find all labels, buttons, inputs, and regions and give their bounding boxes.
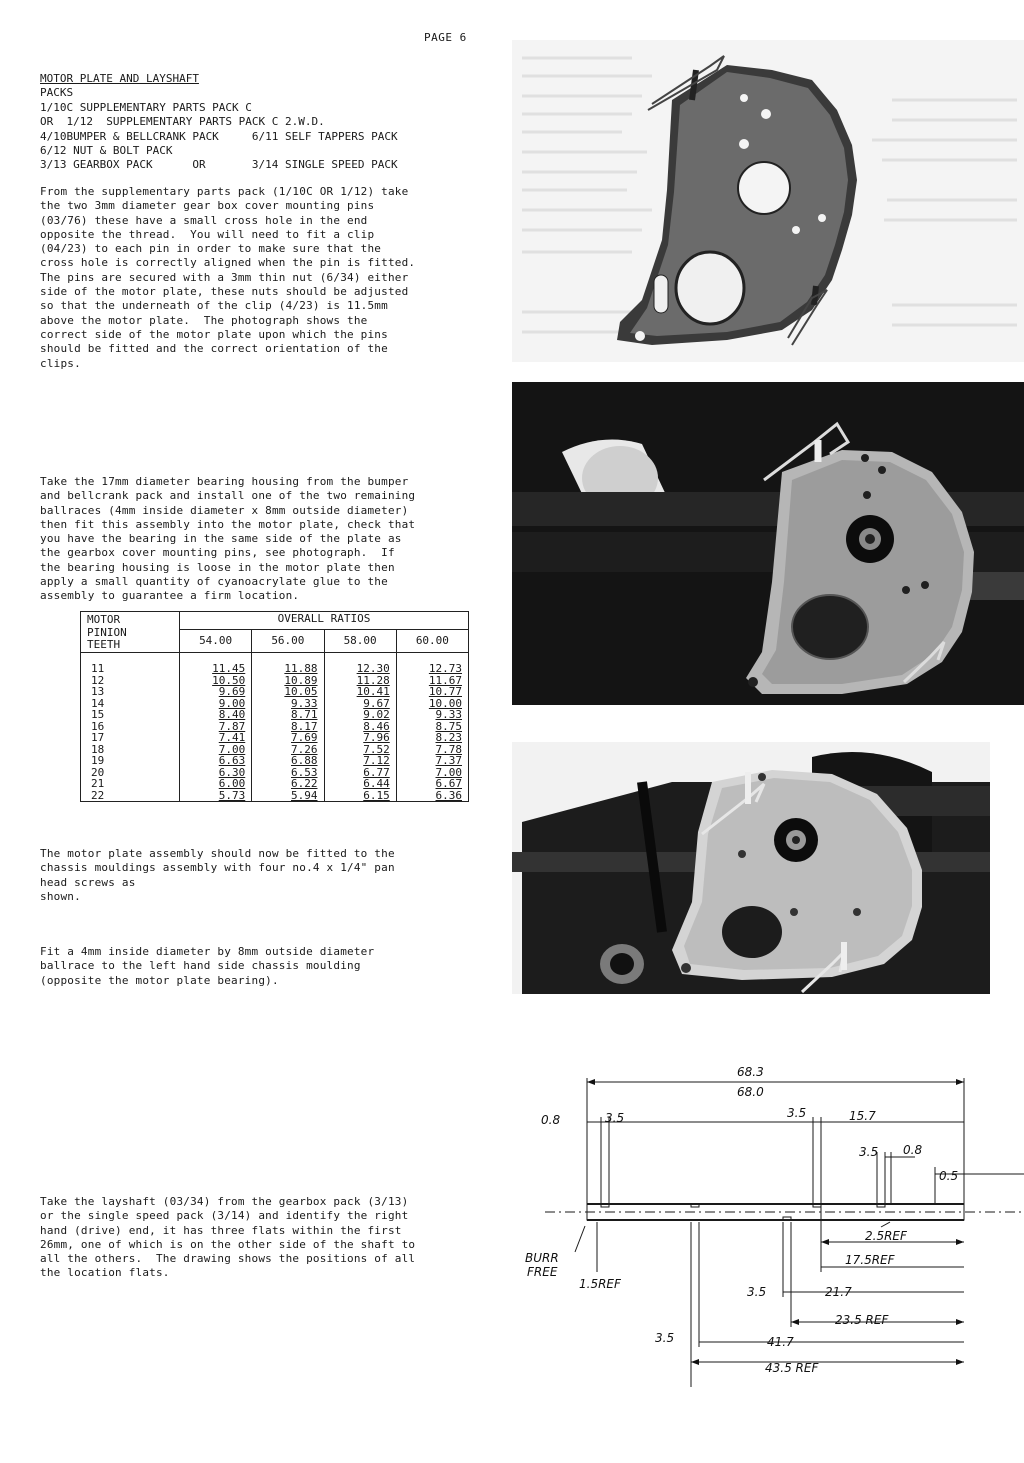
ratio-cell: 6.00: [180, 778, 252, 790]
ratio-cell: 12.73: [396, 653, 468, 675]
dim-0-8-left: 0.8: [541, 1113, 561, 1127]
ratio-cell: 7.12: [324, 755, 396, 767]
column-header: 56.00: [252, 630, 324, 653]
dim-41-7: 41.7: [767, 1335, 794, 1349]
dim-3-5-c: 3.5: [859, 1145, 879, 1159]
ratio-cell: 6.88: [252, 755, 324, 767]
ratio-cell: 10.00: [396, 698, 468, 710]
ratio-cell: 9.00: [180, 698, 252, 710]
ratio-cell: 8.46: [324, 721, 396, 733]
dim-overall-top: 68.3: [737, 1065, 764, 1079]
ratio-cell: 9.33: [252, 698, 324, 710]
pinion-teeth-cell: 15: [81, 709, 180, 721]
pinion-teeth-cell: 14: [81, 698, 180, 710]
ratio-cell: 10.89: [252, 675, 324, 687]
ratio-cell: 8.23: [396, 732, 468, 744]
dim-43-5-ref: 43.5 REF: [765, 1361, 819, 1375]
ratio-cell: 7.52: [324, 744, 396, 756]
header-line: TEETH: [87, 638, 121, 651]
ratio-cell: 7.96: [324, 732, 396, 744]
section-title: MOTOR PLATE AND LAYSHAFT: [40, 72, 199, 85]
pack-line: 3/13 GEARBOX PACK OR 3/14 SINGLE SPEED PACK: [40, 158, 398, 172]
instruction-paragraph-fit-plate: The motor plate assembly should now be fitted to the chassis mouldings assembly with four no.4 x 1/4" pan head screws as shown.: [40, 847, 395, 903]
ratio-cell: 7.00: [396, 767, 468, 779]
photo-motor-plate-pins: [512, 40, 1024, 362]
ratio-cell: 10.05: [252, 686, 324, 698]
motor-pinion-header: [81, 612, 180, 653]
ratio-cell: 7.87: [180, 721, 252, 733]
ratio-cell: 5.94: [252, 790, 324, 802]
parts-heading: [40, 72, 398, 173]
ratio-cell: 6.63: [180, 755, 252, 767]
ratio-rows: [81, 653, 469, 802]
pinion-teeth-cell: 19: [81, 755, 180, 767]
ratio-cell: 8.71: [252, 709, 324, 721]
dim-3-5-d: 3.5: [747, 1285, 767, 1299]
ratio-cell: 10.77: [396, 686, 468, 698]
pinion-teeth-cell: 22: [81, 790, 180, 802]
instruction-paragraph-layshaft: Take the layshaft (03/34) from the gearbox pack (3/13) or the single speed pack (3/14) and identify the right hand (drive) end, it has three flats within the first 26mm, one of which is on the other side of the shaft to all the others. The drawing shows the positions of all the location flats.: [40, 1195, 416, 1280]
dim-3-5-e: 3.5: [655, 1331, 675, 1345]
dim-21-7: 21.7: [825, 1285, 852, 1299]
ratio-cell: 7.78: [396, 744, 468, 756]
ratio-row: [81, 732, 469, 744]
ratio-cell: 10.41: [324, 686, 396, 698]
column-header: 58.00: [324, 630, 396, 653]
ratio-row: [81, 767, 469, 779]
pack-line: OR 1/12 SUPPLEMENTARY PARTS PACK C 2.W.D.: [40, 115, 325, 129]
ratio-cell: 7.37: [396, 755, 468, 767]
dim-0-8-right: 0.8: [903, 1143, 923, 1157]
ratio-cell: 6.22: [252, 778, 324, 790]
pack-line: 6/12 NUT & BOLT PACK: [40, 144, 173, 158]
pinion-teeth-cell: 12: [81, 675, 180, 687]
pack-line: PACKS: [40, 86, 74, 100]
pinion-teeth-cell: 20: [81, 767, 180, 779]
motor-plate-image: [512, 40, 1024, 362]
instruction-paragraph-bearing: Take the 17mm diameter bearing housing from the bumper and bellcrank pack and install one of the two remaining ballraces (4mm inside diameter x 8mm outside diameter) then fit this assembly into the motor plate, check that you have the bearing in the same side of the plate as the gearbox cover mounting pins, see photograph. If the bearing housing is loose in the motor plate then apply a small quantity of cyanoacrylate glue to the assembly to guarantee a firm location.: [40, 475, 416, 603]
header-line: MOTOR: [87, 613, 121, 626]
dim-23-5-ref: 23.5 REF: [835, 1313, 889, 1327]
layshaft-drawing: [515, 1062, 1024, 1392]
ratio-row: [81, 686, 469, 698]
ratio-cell: 9.69: [180, 686, 252, 698]
ratio-cell: 5.73: [180, 790, 252, 802]
burr-free-label: FREE: [527, 1265, 558, 1279]
dim-1-5-ref: 1.5REF: [579, 1277, 621, 1291]
dim-15-7: 15.7: [849, 1109, 876, 1123]
dim-overall-bottom: 68.0: [737, 1085, 764, 1099]
ratio-cell: 10.50: [180, 675, 252, 687]
instruction-paragraph-ballrace: Fit a 4mm inside diameter by 8mm outside diameter ballrace to the left hand side chassis moulding (opposite the motor plate bearing).: [40, 945, 375, 987]
ratio-row: [81, 721, 469, 733]
photo-bearing-assembly: [512, 382, 1024, 705]
ratio-cell: 12.30: [324, 653, 396, 675]
pinion-teeth-cell: 13: [81, 686, 180, 698]
ratio-cell: 9.67: [324, 698, 396, 710]
ratio-cell: 6.77: [324, 767, 396, 779]
chassis-image: [512, 742, 990, 994]
pinion-teeth-cell: 18: [81, 744, 180, 756]
overall-ratios-header: OVERALL RATIOS: [180, 612, 469, 630]
ratio-row: [81, 755, 469, 767]
ratio-cell: 8.75: [396, 721, 468, 733]
ratio-cell: 9.02: [324, 709, 396, 721]
instruction-paragraph-pins: From the supplementary parts pack (1/10C OR 1/12) take the two 3mm diameter gear box cover mounting pins (03/76) these have a small cross hole in the end opposite the thread. You will need to fit a clip (04/23) to each pin in order to make sure that the cross hole is correctly aligned when the pin is fitted. The pins are secured with a 3mm thin nut (6/34) either side of the motor plate, these nuts should be adjusted so that the underneath of the clip (4/23) is 11.5mm above the motor plate. The photograph shows the correct side of the motor plate upon which the pins should be fitted and the correct orientation of the clips.: [40, 185, 416, 370]
bearing-image: [512, 382, 1024, 705]
photo-plate-on-chassis: [512, 742, 990, 994]
overall-ratios-table: [80, 611, 469, 802]
ratio-cell: 6.15: [324, 790, 396, 802]
ratio-row: [81, 675, 469, 687]
ratio-cell: 11.28: [324, 675, 396, 687]
ratio-cell: 7.41: [180, 732, 252, 744]
ratio-row: [81, 778, 469, 790]
ratio-cell: 11.67: [396, 675, 468, 687]
ratio-cell: 11.45: [180, 653, 252, 675]
pinion-teeth-cell: 16: [81, 721, 180, 733]
ratio-row: [81, 653, 469, 675]
dim-3-5-a: 3.5: [605, 1111, 625, 1125]
ratio-cell: 6.67: [396, 778, 468, 790]
pinion-teeth-cell: 21: [81, 778, 180, 790]
burr-free-label: BURR: [525, 1251, 559, 1265]
ratio-cell: 8.40: [180, 709, 252, 721]
dim-3-5-b: 3.5: [787, 1106, 807, 1120]
page-number: PAGE 6: [424, 31, 467, 44]
pinion-teeth-cell: 17: [81, 732, 180, 744]
column-header: 54.00: [180, 630, 252, 653]
ratio-cell: 6.36: [396, 790, 468, 802]
ratio-cell: 7.00: [180, 744, 252, 756]
column-header: 60.00: [396, 630, 468, 653]
pinion-teeth-cell: 11: [81, 653, 180, 675]
ratio-cell: 9.33: [396, 709, 468, 721]
pack-line: 1/10C SUPPLEMENTARY PARTS PACK C: [40, 100, 252, 114]
ratio-row: [81, 698, 469, 710]
ratio-cell: 11.88: [252, 653, 324, 675]
ratio-cell: 7.69: [252, 732, 324, 744]
dim-17-5-ref: 17.5REF: [845, 1253, 895, 1267]
ratio-cell: 6.53: [252, 767, 324, 779]
ratio-row: [81, 709, 469, 721]
dim-0-5: 0.5: [939, 1169, 959, 1183]
pack-line: 4/10BUMPER & BELLCRANK PACK 6/11 SELF TAPPERS PACK: [40, 129, 398, 143]
ratio-row: [81, 744, 469, 756]
ratio-cell: 7.26: [252, 744, 324, 756]
ratio-row: [81, 790, 469, 802]
header-line: PINION: [87, 625, 127, 639]
dim-2-5-ref: 2.5REF: [865, 1229, 907, 1243]
ratio-cell: 6.44: [324, 778, 396, 790]
ratio-cell: 6.30: [180, 767, 252, 779]
ratio-cell: 8.17: [252, 721, 324, 733]
